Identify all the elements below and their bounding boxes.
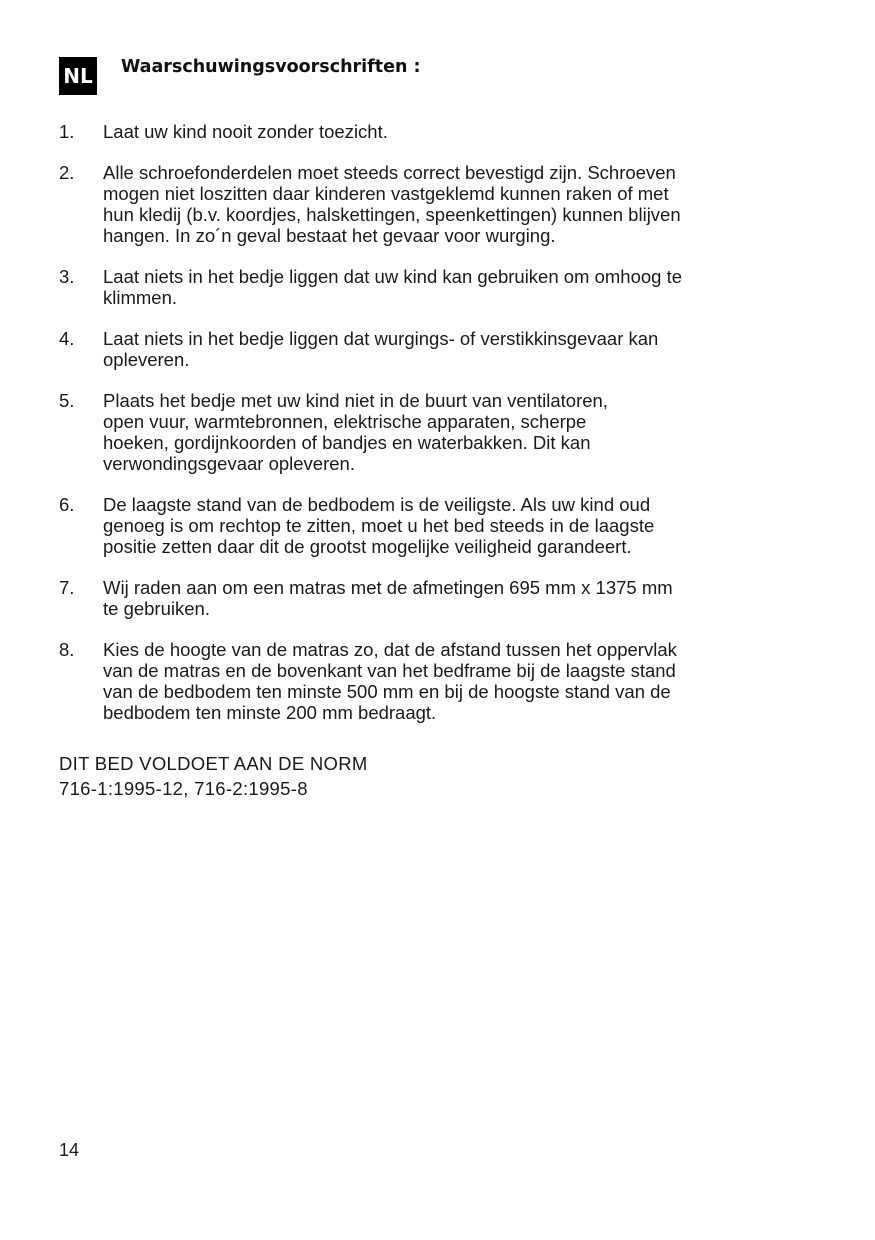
warning-item (59, 121, 779, 142)
warning-item-text: Laat uw kind nooit zonder toezicht. (103, 121, 388, 142)
warning-item-number: 3. (59, 266, 75, 287)
warning-item-text: Wij raden aan om een matras met de afmetingen 695 mm x 1375 mm te gebruiken. (103, 577, 673, 619)
warning-item-number: 7. (59, 577, 75, 598)
warning-list (59, 121, 779, 743)
warning-item (59, 162, 779, 246)
language-badge: NL (59, 57, 97, 95)
warning-item-number: 6. (59, 494, 75, 515)
warning-item-number: 2. (59, 162, 75, 183)
warning-item-number: 1. (59, 121, 75, 142)
warning-item (59, 494, 779, 557)
warning-item-number: 8. (59, 639, 75, 660)
warning-item-text: Alle schroefonderdelen moet steeds correct bevestigd zijn. Schroeven mogen niet loszitten daar kinderen vastgeklemd kunnen raken of met hun kledij (b.v. koordjes, halskettingen, speenkettingen) kunnen blijven hangen. In zo´n geval bestaat het gevaar voor wurging. (103, 162, 681, 246)
warning-item (59, 639, 779, 723)
warning-item (59, 390, 779, 474)
warning-item-number: 5. (59, 390, 75, 411)
warning-item-text: Kies de hoogte van de matras zo, dat de afstand tussen het oppervlak van de matras en de bovenkant van het bedframe bij de laagste stand van de bedbodem ten minste 500 mm en bij de hoogste stand van de bedbodem ten minste 200 mm bedraagt. (103, 639, 677, 723)
norm-statement-line1: DIT BED VOLDOET AAN DE NORM (59, 753, 368, 774)
norm-statement-line2: 716-1:1995-12, 716-2:1995-8 (59, 778, 308, 799)
norm-statement (59, 751, 368, 801)
warning-item-number: 4. (59, 328, 75, 349)
warning-item-text: Plaats het bedje met uw kind niet in de buurt van ventilatoren, open vuur, warmtebronnen, elektrische apparaten, scherpe hoeken, gordijnkoorden of bandjes en waterbakken. Dit kan verwondingsgevaar opleveren. (103, 390, 608, 474)
page-title: Waarschuwingsvoorschriften : (121, 57, 421, 77)
warning-item-text: Laat niets in het bedje liggen dat wurgings- of verstikkinsgevaar kan opleveren. (103, 328, 659, 370)
warning-item (59, 328, 779, 370)
warning-item-text: De laagste stand van de bedbodem is de veiligste. Als uw kind oud genoeg is om rechtop te zitten, moet u het bed steeds in de laagste positie zetten daar dit de grootst mogelijke veiligheid garandeert. (103, 494, 655, 557)
warning-item (59, 266, 779, 308)
warning-item-text: Laat niets in het bedje liggen dat uw kind kan gebruiken om omhoog te klimmen. (103, 266, 683, 308)
warning-item (59, 577, 779, 619)
page-number: 14 (59, 1140, 80, 1160)
